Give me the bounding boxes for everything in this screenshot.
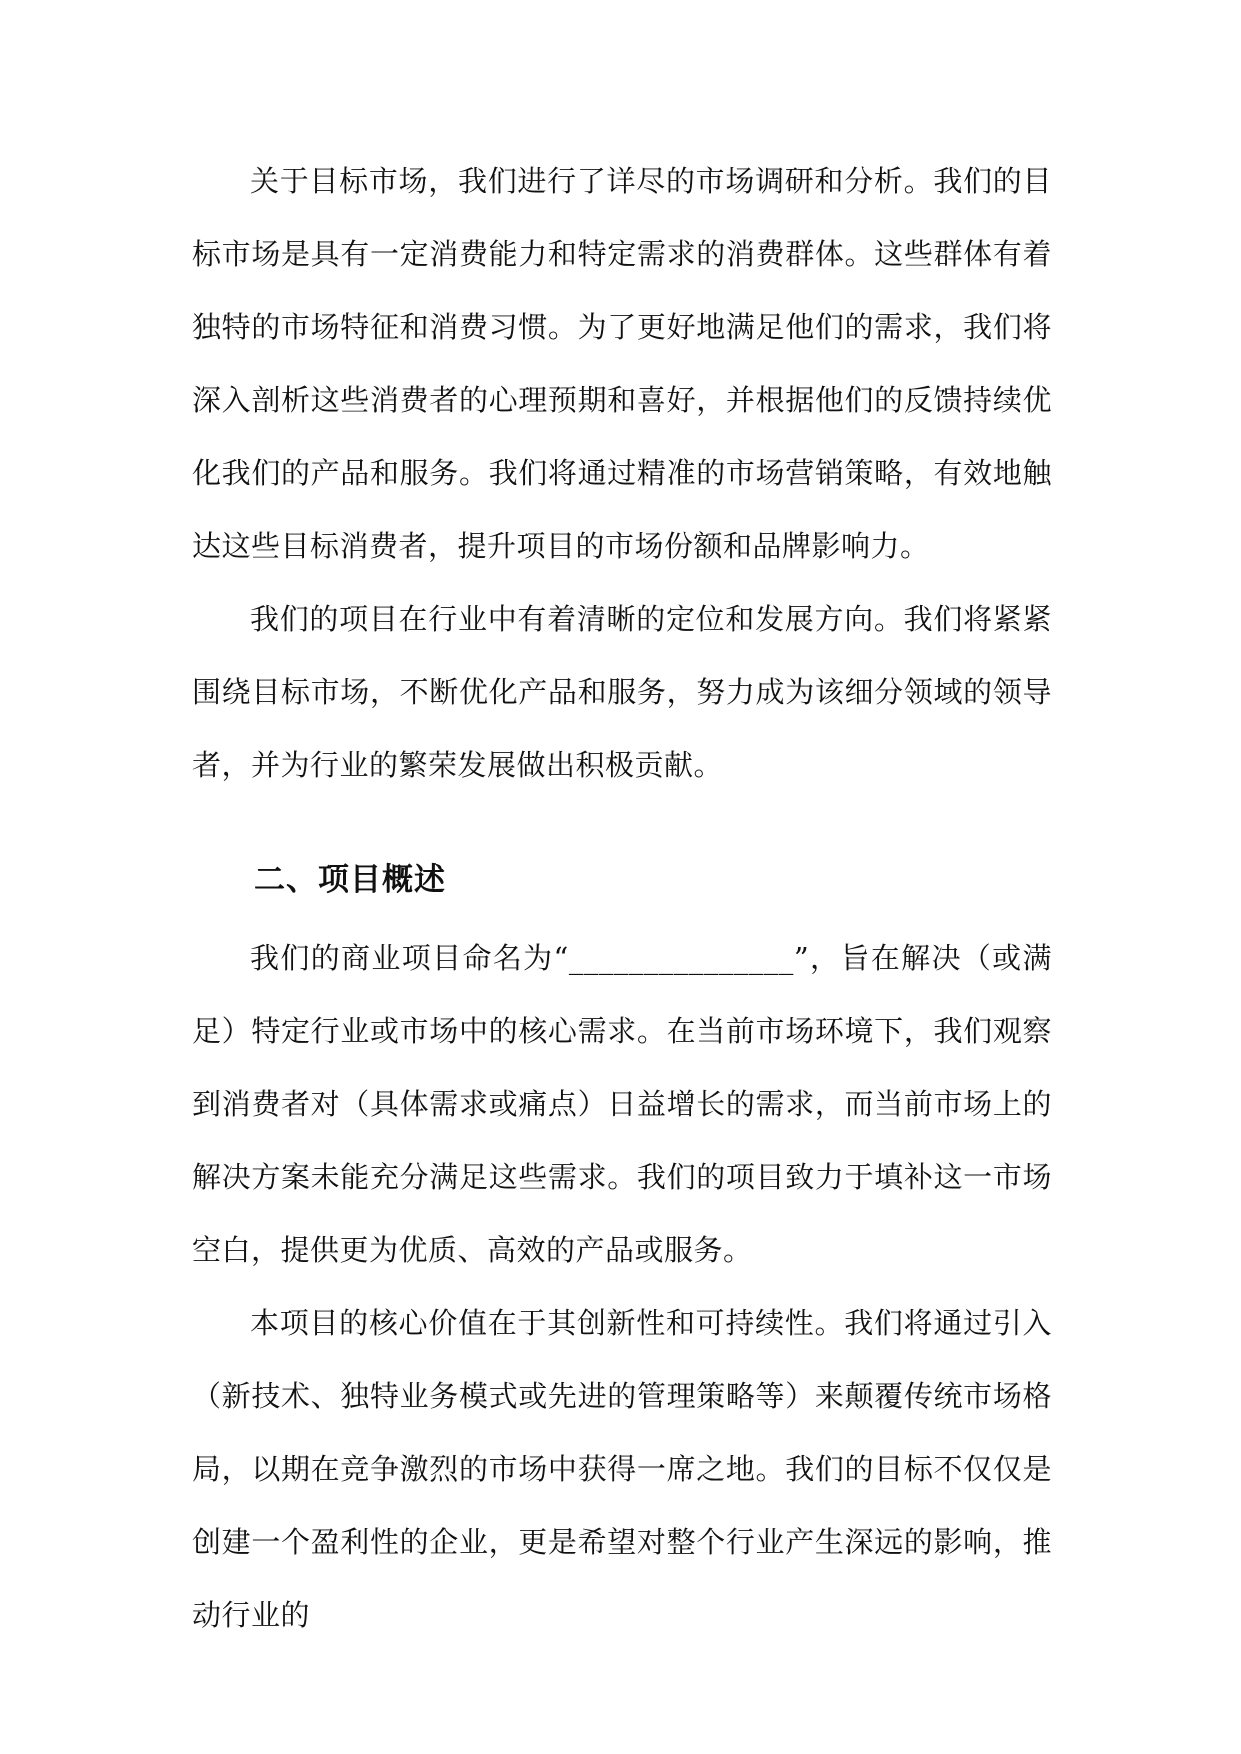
paragraph-project-name: 我们的商业项目命名为“_______________”，旨在解决（或满足）特定行业或市场中的核心需求。在当前市场环境下，我们观察到消费者对（具体需求或痛点）日益增长的需求，而当前市场上的解决方案未能充分满足这些需求。我们的项目致力于填补这一市场空白，提供更为优质、高效的产品或服务。	[192, 941, 1052, 1267]
paragraph-target-market: 关于目标市场，我们进行了详尽的市场调研和分析。我们的目标市场是具有一定消费能力和特定需求的消费群体。这些群体有着独特的市场特征和消费习惯。为了更好地满足他们的需求，我们将深入剖析这些消费者的心理预期和喜好，并根据他们的反馈持续优化我们的产品和服务。我们将通过精准的市场营销策略，有效地触达这些目标消费者，提升项目的市场份额和品牌影响力。	[192, 164, 1052, 563]
section-heading-project-overview: 二、项目概述	[254, 862, 446, 898]
paragraph-positioning: 我们的项目在行业中有着清晰的定位和发展方向。我们将紧紧围绕目标市场，不断优化产品和服务，努力成为该细分领域的领导者，并为行业的繁荣发展做出积极贡献。	[192, 602, 1052, 782]
paragraph-core-value: 本项目的核心价值在于其创新性和可持续性。我们将通过引入（新技术、独特业务模式或先进的管理策略等）来颠覆传统市场格局，以期在竞争激烈的市场中获得一席之地。我们的目标不仅仅是创建一个盈利性的企业，更是希望对整个行业产生深远的影响，推动行业的	[192, 1306, 1052, 1632]
document-body	[192, 145, 1052, 1652]
